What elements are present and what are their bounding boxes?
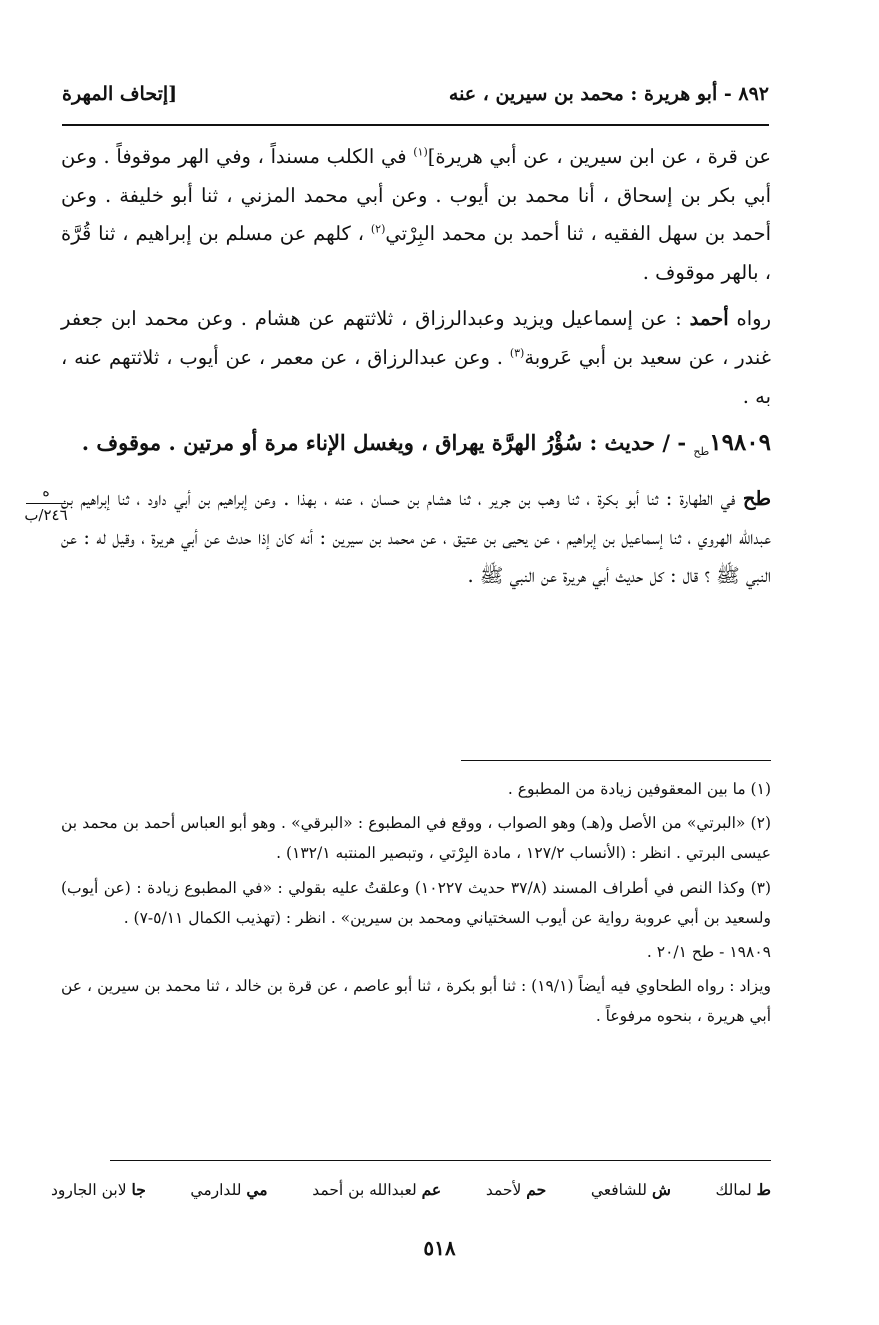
footnote-2: (٢) «البرتي» من الأصل و(هـ) وهو الصواب ، ووقع في المطبوع : «البرقي» . وهو أبو العباس أحمد بن محمد بن عيسى البرتي . انظر : (الأنساب ١٢٧/٢ ، مادة البِرْتي ، وتبصير المنتبه ١٣٢/١) . [61, 814, 771, 863]
hadith-title: - / حديث : سُؤْرُ الهرَّة يهراق ، ويغسل الإناء مرة أو مرتين . موقوف . [81, 430, 694, 456]
page-number: ٥١٨ [423, 1236, 456, 1260]
abbr-ibn-jarud: جا لابن الجارود [51, 1180, 146, 1199]
margin-dash [26, 503, 66, 504]
footnote-3: (٣) وكذا النص في أطراف المسند (٣٧/٨ حديث ١٠٢٢٧) وعلقتُ عليه بقولي : «في المطبوع زيادة : (عن أيوب) ولسعيد بن أبي عروبة رواية عن أيوب السختياني ومحمد بن سيرين» . انظر : (تهذيب الكمال ٥/١١-٧) . [61, 878, 772, 927]
header-divider [62, 124, 769, 126]
source-ahmad: أحمد [689, 307, 729, 331]
paragraph-1: عن قرة ، عن ابن سيرين ، عن أبي هريرة]$^{(١)}$ في الكلب مسنداً ، وفي الهر موقوفاً . وعن أبي بكر بن إسحاق ، أنا محمد بن أيوب . وعن أبي محمد المزني ، ثنا أبو خليفة . وعن أحمد بن سهل الفقيه ، ثنا أحمد بن محمد البِرْتي$^{(٢)}$ ، كلهم عن مسلم بن إبراهيم ، ثنا قُرَّة ، بالهر موقوف . [61, 145, 772, 284]
abbreviation-key [51, 1176, 771, 1204]
abbr-ahmad: حم لأحمد [485, 1180, 547, 1199]
abbr-shafii: ش للشافعي [590, 1180, 671, 1199]
abbr-darimi: مي للدارمي [190, 1180, 268, 1199]
header-chapter-title: ٨٩٢ - أبو هريرة : محمد بن سيرين ، عنه [448, 83, 769, 105]
main-text [61, 138, 771, 604]
hadith-source-mark: طح [693, 445, 710, 459]
abbr-malik: ط لمالك [715, 1180, 771, 1199]
footnote-ref-1: (١) [413, 145, 428, 159]
margin-folio: ٢٤٦/ب [24, 506, 68, 524]
footnote-1: (١) ما بين المعقوفين زيادة من المطبوع . [507, 780, 771, 798]
paragraph-2: رواه أحمد : عن إسماعيل ويزيد وعبدالرزاق ، ثلاثتهم عن هشام . وعن محمد ابن جعفر غندر ، عن سعيد بن أبي عَروبة$^{(٣)}$ . وعن عبدالرزاق ، عن معمر ، عن أيوب ، ثلاثتهم عنه ، به . [61, 307, 771, 408]
paragraph-3: طح في الطهارة : ثنا أبو بكرة ، ثنا وهب بن جرير ، ثنا هشام بن حسان ، عنه ، بهذا . وعن إبراهيم بن أبي داود ، ثنا إبراهيم بن عبدالله الهروي ، ثنا إسماعيل بن إبراهيم ، عن يحيى بن عتيق ، عن محمد بن سيرين : أنه كان إذا حدث عن أبي هريرة ، وقيل له : عن النبي ﷺ ؟ قال : كل حديث أبي هريرة عن النبي ﷺ . [61, 486, 771, 588]
manuscript-margin-ref [0, 482, 92, 524]
running-header [62, 74, 769, 114]
hadith-heading [61, 424, 771, 472]
abbreviation-divider [110, 1160, 771, 1161]
footnote-hadith-ref: ١٩٨٠٩ - طح ٢٠/١ . [646, 943, 771, 962]
footnotes [61, 774, 771, 1036]
footnote-divider [461, 760, 771, 761]
footnote-ref-2: (٢) [370, 222, 386, 236]
margin-circle: ە [42, 484, 50, 500]
hadith-number: ١٩٨٠٩ [709, 429, 771, 457]
source-tah: طح [742, 486, 771, 510]
footnote-ref-3: (٣) [509, 346, 525, 360]
footnote-addition: ويزاد : رواه الطحاوي فيه أيضاً (١٩/١) : ثنا أبو بكرة ، ثنا أبو عاصم ، عن قرة بن خالد ، ثنا محمد بن سيرين ، عن أبي هريرة ، بنحوه مرفوعاً . [61, 977, 772, 1026]
header-book-title: [إتحاف المهرة [62, 83, 178, 105]
abbr-abdullah: عم لعبدالله بن أحمد [312, 1180, 442, 1199]
